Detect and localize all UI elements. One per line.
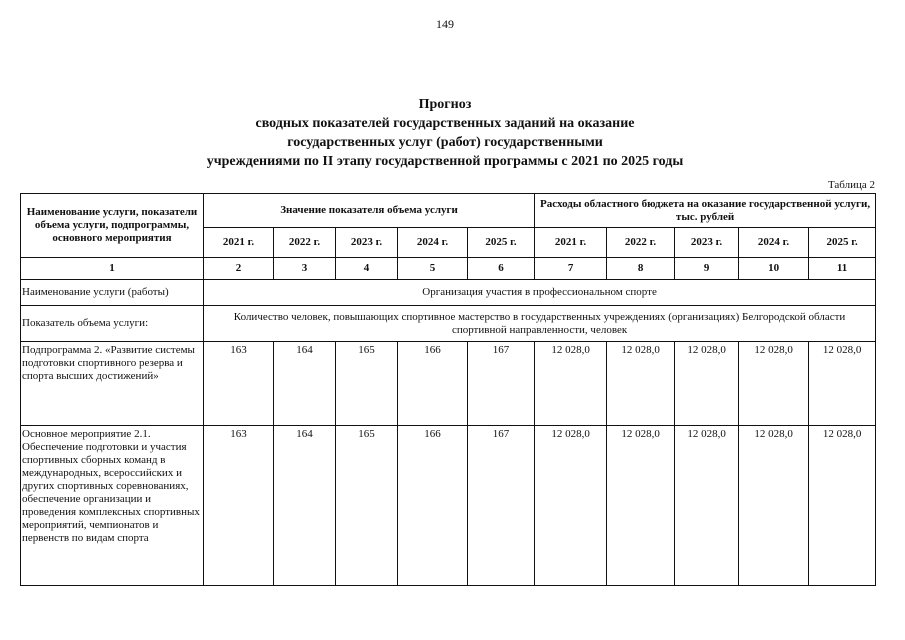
- year-header: 2025 г.: [809, 228, 876, 258]
- indicator-row-value: Количество человек, повышающих спортивное мастерство в государственных учреждениях (организациях) Белгородской области спортивной направленности, человек: [204, 306, 876, 342]
- indicator-row-label: Показатель объема услуги:: [21, 306, 204, 342]
- column-number: 3: [274, 258, 336, 280]
- column-number: 2: [204, 258, 274, 280]
- header-budget: Расходы областного бюджета на оказание государственной услуги, тыс. рублей: [535, 194, 876, 228]
- title-line-1: Прогноз: [418, 97, 472, 112]
- row-cell: 167: [468, 342, 535, 426]
- row-cell: 12 028,0: [675, 426, 739, 586]
- column-number: 9: [675, 258, 739, 280]
- year-header: 2021 г.: [535, 228, 607, 258]
- page-number: 149: [436, 17, 454, 31]
- year-header: 2024 г.: [739, 228, 809, 258]
- row-cell: 12 028,0: [675, 342, 739, 426]
- row-name: Подпрограмма 2. «Развитие системы подготовки спортивного резерва и спорта высших достижений»: [21, 342, 204, 426]
- row-cell: 164: [274, 342, 336, 426]
- forecast-table: [20, 193, 876, 586]
- column-number: 5: [398, 258, 468, 280]
- year-header: 2023 г.: [675, 228, 739, 258]
- column-number: 10: [739, 258, 809, 280]
- header-value: Значение показателя объема услуги: [204, 194, 535, 228]
- row-name: Основное мероприятие 2.1. Обеспечение подготовки и участия спортивных сборных команд в международных, всероссийских и других спортивных соревнованиях, обеспечение организации и проведения комплексных спортивных мероприятий, чемпионатов и первенств по видам спорта: [21, 426, 204, 586]
- row-cell: 164: [274, 426, 336, 586]
- year-header: 2022 г.: [607, 228, 675, 258]
- year-header: 2023 г.: [336, 228, 398, 258]
- row-cell: 166: [398, 426, 468, 586]
- column-number: 6: [468, 258, 535, 280]
- year-header: 2024 г.: [398, 228, 468, 258]
- title-line-2: сводных показателей государственных заданий на оказание: [255, 116, 635, 131]
- year-header: 2022 г.: [274, 228, 336, 258]
- title-line-4: учреждениями по II этапу государственной программы с 2021 по 2025 годы: [206, 154, 684, 169]
- row-cell: 12 028,0: [535, 426, 607, 586]
- row-cell: 166: [398, 342, 468, 426]
- document-title: [0, 95, 890, 171]
- table-row: [21, 342, 876, 426]
- row-cell: 12 028,0: [607, 426, 675, 586]
- row-cell: 163: [204, 426, 274, 586]
- row-cell: 12 028,0: [607, 342, 675, 426]
- table-caption: Таблица 2: [827, 179, 875, 191]
- row-cell: 12 028,0: [739, 426, 809, 586]
- row-cell: 12 028,0: [809, 342, 876, 426]
- service-row-value: Организация участия в профессиональном спорте: [204, 280, 876, 306]
- row-cell: 165: [336, 342, 398, 426]
- header-name: Наименование услуги, показатели объема услуги, подпрограммы, основного мероприятия: [21, 194, 204, 258]
- row-cell: 167: [468, 426, 535, 586]
- row-cell: 12 028,0: [809, 426, 876, 586]
- row-cell: 165: [336, 426, 398, 586]
- column-number: 4: [336, 258, 398, 280]
- column-number: 1: [21, 258, 204, 280]
- year-header: 2025 г.: [468, 228, 535, 258]
- service-row-label: Наименование услуги (работы): [21, 280, 204, 306]
- column-number: 11: [809, 258, 876, 280]
- year-header: 2021 г.: [204, 228, 274, 258]
- row-cell: 12 028,0: [739, 342, 809, 426]
- column-number: 7: [535, 258, 607, 280]
- row-cell: 12 028,0: [535, 342, 607, 426]
- row-cell: 163: [204, 342, 274, 426]
- table-row: [21, 426, 876, 586]
- column-number: 8: [607, 258, 675, 280]
- title-line-3: государственных услуг (работ) государственными: [287, 135, 603, 150]
